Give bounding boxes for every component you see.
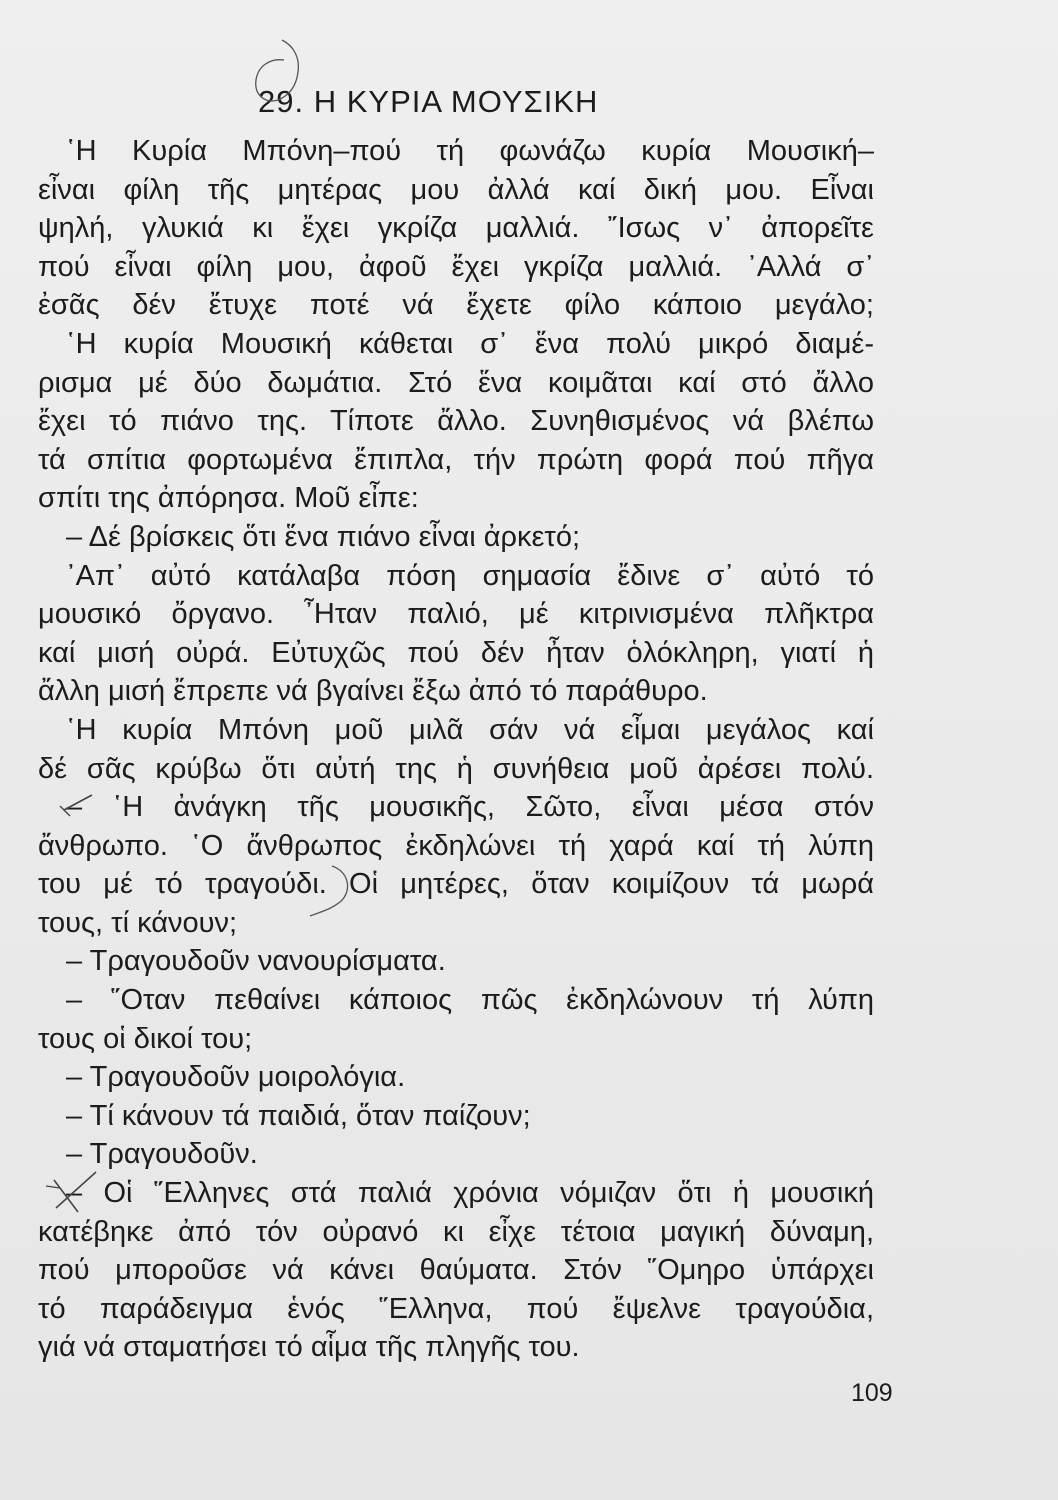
text-line: σπίτι της ἀπόρησα. Μοῦ εἶπε: — [38, 482, 419, 515]
dialogue-line: – ῾Η ἀνάγκη τῆς μουσικῆς, Σῶτο, εἶναι μέσα στόν — [66, 791, 874, 824]
text-line: ῾Η κυρία Μουσική κάθεται σ᾽ ἕνα πολύ μικρό διαμέ- — [66, 327, 874, 360]
text-line: του μέ τό τραγούδι. Οἱ μητέρες, ὅταν κοιμίζουν τά μωρά — [38, 868, 874, 901]
text-line: καί μισή οὐρά. Εὐτυχῶς πού δέν ἦταν ὁλόκληρη, γιατί ἡ — [38, 636, 874, 669]
dialogue-line: – Οἱ ῞Ελληνες στά παλιά χρόνια νόμιζαν ὅτι ἡ μουσική — [66, 1177, 874, 1210]
text-line: κατέβηκε ἀπό τόν οὐρανό κι εἶχε τέτοια μαγική δύναμη, — [38, 1215, 874, 1248]
text-line: ἐσᾶς δέν ἔτυχε ποτέ νά ἔχετε φίλο κάποιο μεγάλο; — [38, 289, 874, 322]
text-line: πού μποροῦσε νά κάνει θαύματα. Στόν ῞Ομηρο ὑπάρχει — [38, 1254, 874, 1287]
dialogue-line: – ῞Οταν πεθαίνει κάποιος πῶς ἐκδηλώνουν τή λύπη — [66, 984, 874, 1017]
text-line: τά σπίτια φορτωμένα ἔπιπλα, τήν πρώτη φορά πού πῆγα — [38, 443, 874, 476]
text-line: μουσικό ὄργανο. ῏Ηταν παλιό, μέ κιτρινισμένα πλῆκτρα — [38, 598, 874, 631]
text-line: ἄλλη μισή ἔπρεπε νά βγαίνει ἔξω ἀπό τό παράθυρο. — [38, 675, 708, 708]
body-text — [38, 132, 874, 1367]
text-line: πού εἶναι φίλη μου, ἀφοῦ ἔχει γκρίζα μαλλιά. ᾽Αλλά σ᾽ — [38, 250, 874, 283]
text-line: ῾Η Κυρία Μπόνη–πού τή φωνάζω κυρία Μουσική– — [66, 135, 874, 167]
page-number: 109 — [851, 1379, 893, 1407]
text-line: τους, τί κάνουν; — [38, 906, 238, 939]
text-line: δέ σᾶς κρύβω ὅτι αὐτή της ἡ συνήθεια μοῦ ἀρέσει πολύ. — [38, 752, 874, 785]
text-line: ἔχει τό πιάνο της. Τίποτε ἄλλο. Συνηθισμένος νά βλέπω — [38, 405, 874, 438]
dialogue-line: – Δέ βρίσκεις ὅτι ἕνα πιάνο εἶναι ἀρκετό; — [66, 520, 581, 553]
text-line: εἶναι φίλη τῆς μητέρας μου ἀλλά καί δική μου. Εἶναι — [38, 173, 874, 206]
text-line: γιά νά σταματήσει τό αἷμα τῆς πληγῆς του. — [38, 1331, 580, 1364]
dialogue-line: – Τί κάνουν τά παιδιά, ὅταν παίζουν; — [66, 1099, 531, 1132]
text-line: τό παράδειγμα ἑνός ῞Ελληνα, πού ἔψελνε τραγούδια, — [38, 1292, 874, 1325]
dialogue-line: – Τραγουδοῦν μοιρολόγια. — [66, 1061, 406, 1094]
text-line: ρισμα μέ δύο δωμάτια. Στό ἕνα κοιμᾶται καί στό ἄλλο — [38, 366, 874, 399]
text-line: ἄνθρωπο. ῾Ο ἄνθρωπος ἐκδηλώνει τή χαρά καί τή λύπη — [38, 829, 874, 862]
dialogue-line: – Τραγουδοῦν. — [66, 1138, 258, 1171]
text-line: ψηλή, γλυκιά κι ἔχει γκρίζα μαλλιά. ῎Ισως ν᾽ ἀπορεῖτε — [38, 212, 874, 245]
chapter-number: 29 — [258, 84, 295, 119]
text-line: τους οἱ δικοί του; — [38, 1022, 253, 1055]
chapter-heading: . Η ΚΥΡΙΑ ΜΟΥΣΙΚΗ — [294, 84, 599, 119]
text-line: ᾽Απ᾽ αὐτό κατάλαβα πόση σημασία ἔδινε σ᾽ αὐτό τό — [66, 559, 874, 592]
dialogue-line: – Τραγουδοῦν νανουρίσματα. — [66, 945, 446, 978]
chapter-title — [258, 84, 598, 120]
text-line: ῾Η κυρία Μπόνη μοῦ μιλᾶ σάν νά εἶμαι μεγάλος καί — [66, 713, 874, 746]
